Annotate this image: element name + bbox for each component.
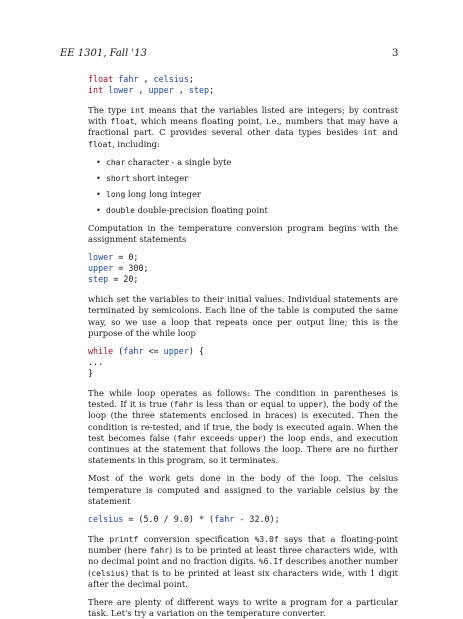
code-token: 300 xyxy=(128,263,144,274)
data-type-description: double-precision floating point xyxy=(134,204,268,215)
inline-code: %6.1f xyxy=(258,557,283,567)
data-type-item xyxy=(96,205,398,216)
code-token: celsius xyxy=(88,514,124,525)
code-token: 20 xyxy=(123,274,134,285)
code-token: lower xyxy=(108,85,134,95)
inline-code: int xyxy=(130,106,145,115)
code-token: celsius xyxy=(153,74,189,84)
data-type-description: character - a single byte xyxy=(125,156,232,167)
code-token: fahr xyxy=(118,74,139,84)
code-token: ( xyxy=(113,346,124,357)
data-type-item xyxy=(96,173,398,184)
inline-code: printf xyxy=(109,535,139,545)
inline-code: upper xyxy=(238,433,263,443)
inline-code: upper xyxy=(298,400,323,410)
code-line xyxy=(88,263,398,274)
code-token: fahr xyxy=(123,346,144,357)
code-line xyxy=(88,357,398,368)
bullet-icon: • xyxy=(96,172,101,183)
data-type-item xyxy=(96,157,398,168)
inline-code: fahr xyxy=(176,433,197,443)
code-token: 9.0 xyxy=(173,514,189,525)
text-run: ) that is to be printed at least six characters wide, with 1 digit after the decimal point. xyxy=(88,567,398,589)
code-token: upper xyxy=(88,263,114,274)
code-token: - xyxy=(234,514,250,525)
code-token: ; xyxy=(143,263,149,274)
code-token: ; xyxy=(209,85,215,95)
text-run: , including: xyxy=(112,138,160,149)
text-run: and xyxy=(377,127,398,138)
code-token: ; xyxy=(133,252,139,263)
code-line xyxy=(88,346,398,357)
text-run: means that the variables listed are integers; by contrast with xyxy=(88,105,398,127)
text-run: The xyxy=(88,534,110,545)
code-token: ... xyxy=(88,357,104,368)
code-token: lower xyxy=(88,252,114,263)
data-type-name: short xyxy=(106,173,131,183)
paragraph-assignment: Computation in the temperature conversion program begins with the assignment statements xyxy=(88,222,398,245)
page-content xyxy=(88,74,398,619)
code-token: / xyxy=(158,514,174,525)
code-token: ; xyxy=(133,274,139,285)
inline-code: fahr xyxy=(173,400,193,410)
text-run: The while loop operates as follows: The condition in parentheses is tested. If it is true ( xyxy=(88,388,398,410)
code-line xyxy=(88,274,398,285)
page-number: 3 xyxy=(392,48,399,59)
text-run: exceeds xyxy=(196,432,239,443)
code-token: 32.0 xyxy=(249,514,270,525)
code-line xyxy=(88,368,398,379)
code-token: = xyxy=(113,263,129,274)
paragraph-printf xyxy=(88,534,398,590)
code-block-declarations xyxy=(88,74,398,96)
text-run: , which means floating point, i.e., numbers that may have a fractional part. C provides several other data types besides xyxy=(88,116,399,138)
code-token: = ( xyxy=(123,514,144,525)
text-run: ), the body of the loop (the three statements enclosed in braces) is executed. Then the condition is re-tested, and if true, the body is executed again. When the test becomes false ( xyxy=(88,399,398,443)
paragraph-data-types xyxy=(88,105,398,150)
data-type-name: double xyxy=(106,205,135,215)
data-type-description: short integer xyxy=(130,172,189,183)
text-run: ) the loop ends, and execution continues at the statement that follows the loop. There are no further statements in this program, so it terminates. xyxy=(88,432,398,466)
inline-code: float xyxy=(88,139,113,149)
inline-code: int xyxy=(362,128,378,138)
code-token: float xyxy=(88,74,119,84)
running-header-course: EE 1301, Fall '13 xyxy=(60,48,147,59)
code-token: <= xyxy=(143,346,164,357)
code-token: ); xyxy=(269,514,280,525)
code-token: , xyxy=(138,74,154,84)
code-line xyxy=(88,74,398,85)
code-token: 0 xyxy=(128,252,134,263)
paragraph-while-explanation xyxy=(88,388,398,466)
code-token: step xyxy=(188,85,210,95)
data-type-description: long long integer xyxy=(125,188,201,199)
code-token: = xyxy=(113,252,129,263)
code-token: = xyxy=(108,274,124,285)
code-token: fahr xyxy=(214,514,235,525)
inline-code: celsius xyxy=(91,568,125,578)
code-line xyxy=(88,252,398,263)
code-block-while xyxy=(88,346,398,379)
data-types-list xyxy=(88,157,398,216)
paragraph-closing: There are plenty of different ways to write a program for a particular task. Let's try a variation on the temperature converter. xyxy=(88,597,398,619)
code-token: step xyxy=(88,274,109,285)
text-run: describes another number ( xyxy=(88,556,398,578)
data-type-name: long xyxy=(106,189,126,199)
inline-code: float xyxy=(110,117,135,127)
code-line xyxy=(88,514,398,525)
text-run: is less than or equal to xyxy=(192,399,299,410)
data-type-name: char xyxy=(106,157,126,167)
bullet-icon: • xyxy=(96,156,101,167)
code-block-assignments xyxy=(88,252,398,285)
code-token: ; xyxy=(188,74,194,84)
inline-code: %3.0f xyxy=(254,535,279,545)
code-token: , xyxy=(133,85,149,95)
inline-code: fahr xyxy=(149,546,170,556)
code-line xyxy=(88,85,398,96)
text-run: ) is to be printed at least three characters wide, with no decimal point and no fraction digits. xyxy=(88,545,399,567)
text-run: says that a floating-point number (here xyxy=(88,534,399,556)
code-token: upper xyxy=(163,346,189,357)
code-token: , xyxy=(173,85,189,95)
bullet-icon: • xyxy=(96,204,101,215)
code-token: ) { xyxy=(188,346,205,357)
code-token: upper xyxy=(148,85,174,95)
paragraph-loop-intro: which set the variables to their initial values. Individual statements are terminated by semicolons. Each line of the table is computed the same way, so we use a loop that repeats once per output line; this is the purpose of the while loop xyxy=(88,294,398,338)
text-run: conversion specification xyxy=(138,534,255,545)
data-type-item xyxy=(96,189,398,200)
text-run: The type xyxy=(88,105,131,115)
bullet-icon: • xyxy=(96,188,101,199)
code-token: 5.0 xyxy=(143,514,159,525)
paragraph-loop-body: Most of the work gets done in the body of the loop. The celsius temperature is computed and assigned to the variable celsius by the statement xyxy=(88,473,398,506)
code-token: while xyxy=(88,346,114,357)
code-token: int xyxy=(88,85,109,95)
code-block-celsius xyxy=(88,514,398,525)
code-token: ) * ( xyxy=(188,514,215,525)
code-token: } xyxy=(88,368,94,379)
